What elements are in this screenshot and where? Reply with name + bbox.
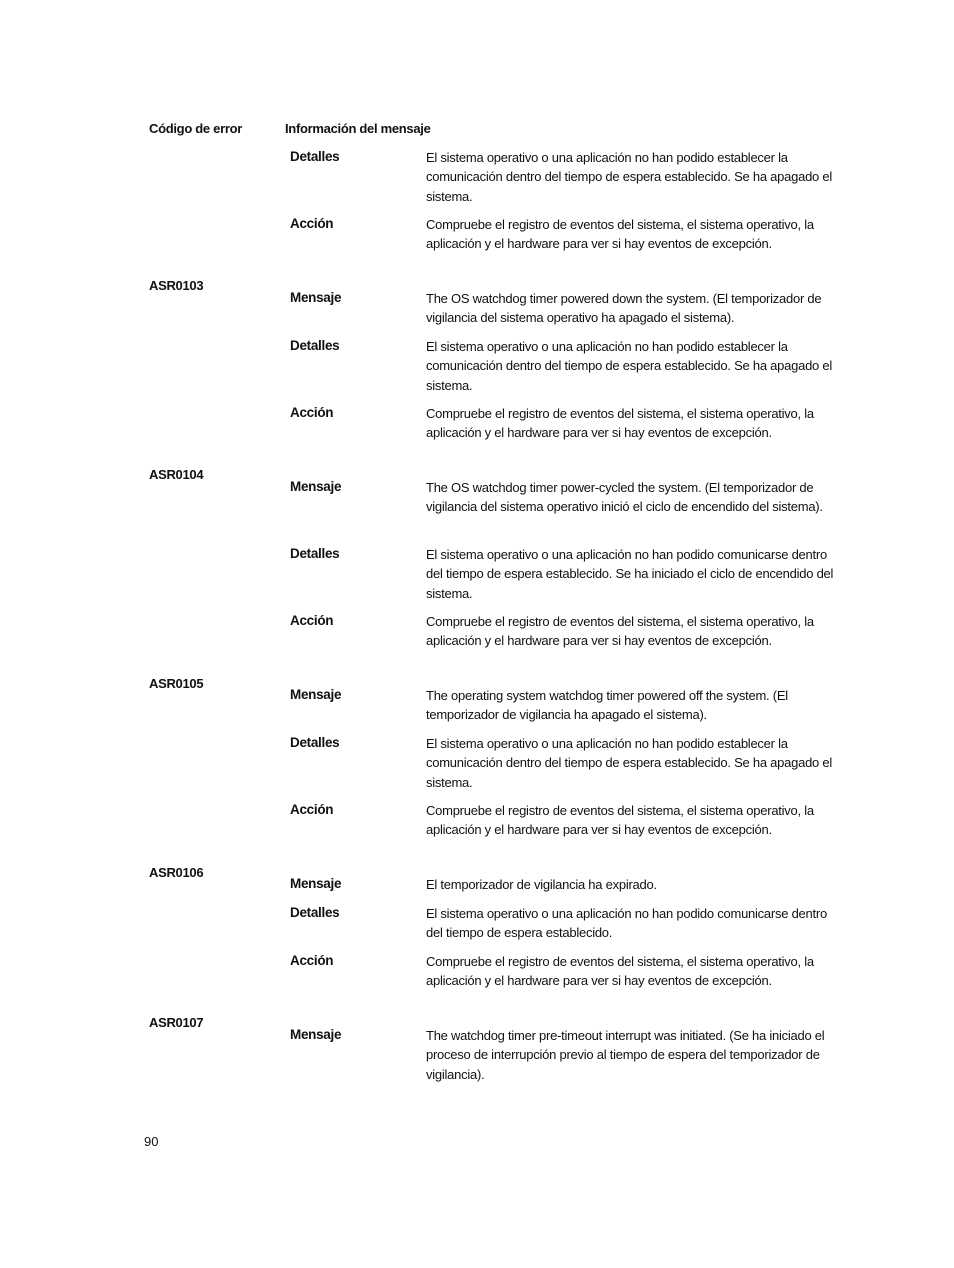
row-label: Detalles — [290, 546, 340, 561]
row-text: El sistema operativo o una aplicación no han podido comunicarse dentro del tiempo de espera establecido. — [426, 906, 827, 941]
row-text: Compruebe el registro de eventos del sistema, el sistema operativo, la aplicación y el hardware para ver si hay eventos de excepción. — [426, 803, 814, 838]
error-code: ASR0103 — [149, 278, 204, 293]
row-text: El sistema operativo o una aplicación no han podido establecer la comunicación dentro del tiempo de espera establecido. Se ha apagado el sistema. — [426, 736, 833, 790]
row-text: The watchdog timer pre-timeout interrupt was initiated. (Se ha iniciado el proceso de interrupción previo al tiempo de espera del temporizador de vigilancia). — [426, 1028, 825, 1082]
row-label: Detalles — [290, 149, 340, 164]
row-text: El sistema operativo o una aplicación no han podido comunicarse dentro del tiempo de espera establecido. Se ha iniciado el ciclo de encendido del sistema. — [426, 547, 834, 601]
row-label: Detalles — [290, 905, 340, 920]
row-text: Compruebe el registro de eventos del sistema, el sistema operativo, la aplicación y el hardware para ver si hay eventos de excepción. — [426, 406, 814, 441]
row-text: El temporizador de vigilancia ha expirado. — [426, 877, 657, 892]
page-number: 90 — [144, 1134, 159, 1149]
row-label: Mensaje — [290, 876, 342, 891]
row-text: The operating system watchdog timer powered off the system. (El temporizador de vigilancia ha apagado el sistema). — [426, 688, 788, 723]
column-header-error-code: Código de error — [149, 121, 243, 136]
column-header-message-info: Información del mensaje — [285, 121, 431, 136]
row-label: Acción — [290, 953, 334, 968]
row-label: Detalles — [290, 338, 340, 353]
row-label: Mensaje — [290, 479, 342, 494]
error-code: ASR0104 — [149, 467, 204, 482]
row-label: Acción — [290, 216, 334, 231]
row-text: The OS watchdog timer powered down the system. (El temporizador de vigilancia del sistema operativo ha apagado el sistema). — [426, 291, 822, 326]
row-text: El sistema operativo o una aplicación no han podido establecer la comunicación dentro del tiempo de espera establecido. Se ha apagado el sistema. — [426, 150, 833, 204]
row-text: El sistema operativo o una aplicación no han podido establecer la comunicación dentro del tiempo de espera establecido. Se ha apagado el sistema. — [426, 339, 833, 393]
error-code: ASR0106 — [149, 865, 204, 880]
row-label: Mensaje — [290, 290, 342, 305]
row-label: Acción — [290, 613, 334, 628]
row-label: Detalles — [290, 735, 340, 750]
row-label: Acción — [290, 802, 334, 817]
row-text: Compruebe el registro de eventos del sistema, el sistema operativo, la aplicación y el hardware para ver si hay eventos de excepción. — [426, 217, 814, 252]
row-label: Acción — [290, 405, 334, 420]
row-text: The OS watchdog timer power-cycled the system. (El temporizador de vigilancia del sistema operativo inició el ciclo de encendido del sistema). — [426, 480, 823, 515]
error-code: ASR0105 — [149, 676, 204, 691]
row-text: Compruebe el registro de eventos del sistema, el sistema operativo, la aplicación y el hardware para ver si hay eventos de excepción. — [426, 954, 814, 989]
row-text: Compruebe el registro de eventos del sistema, el sistema operativo, la aplicación y el hardware para ver si hay eventos de excepción. — [426, 614, 814, 649]
error-code: ASR0107 — [149, 1015, 204, 1030]
row-label: Mensaje — [290, 1027, 342, 1042]
row-label: Mensaje — [290, 687, 342, 702]
